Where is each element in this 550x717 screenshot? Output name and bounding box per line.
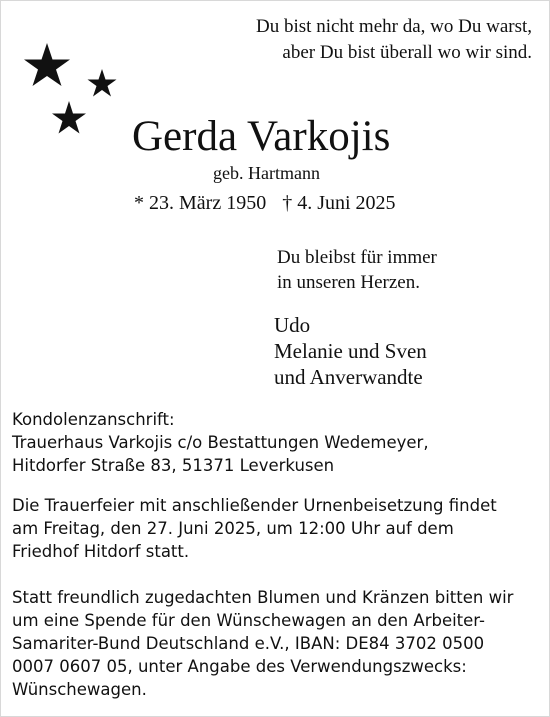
death-date: † 4. Juni 2025 (282, 192, 396, 214)
remembrance-line: in unseren Herzen. (277, 272, 420, 293)
condolence-line: Hitdorfer Straße 83, 51371 Leverkusen (12, 456, 335, 475)
donation-line: Samariter-Bund Deutschland e.V., IBAN: DE84 3702 0500 (12, 634, 485, 653)
quote-line: aber Du bist überall wo wir sind. (282, 42, 532, 63)
donation-line: 0007 0607 05, unter Angabe des Verwendungszwecks: (12, 657, 467, 676)
quote-line: Du bist nicht mehr da, wo Du warst, (256, 16, 532, 37)
star-icon (88, 69, 117, 97)
donation-request (12, 586, 542, 701)
remembrance-text (277, 245, 437, 295)
condolence-address (12, 408, 542, 477)
funeral-line: am Freitag, den 27. Juni 2025, um 12:00 Uhr auf dem (12, 519, 454, 538)
remembrance-line: Du bleibst für immer (277, 247, 437, 268)
family-line: Melanie und Sven (274, 339, 427, 363)
funeral-info (12, 494, 542, 563)
donation-line: um eine Spende für den Wünschewagen an den Arbeiter- (12, 611, 485, 630)
deceased-name: Gerda Varkojis (132, 113, 391, 160)
family-line: und Anverwandte (274, 365, 423, 389)
life-dates (134, 190, 396, 216)
family-line: Udo (274, 313, 311, 337)
family-signatures (274, 312, 427, 390)
memorial-quote (256, 14, 532, 66)
stars-decoration (16, 38, 126, 138)
donation-line: Statt freundlich zugedachten Blumen und Kränzen bitten wir (12, 588, 514, 607)
condolence-line: Kondolenzanschrift: (12, 410, 175, 429)
funeral-line: Friedhof Hitdorf statt. (12, 542, 190, 561)
donation-line: Wünschewagen. (12, 680, 147, 699)
star-icon (52, 101, 86, 134)
birth-name: geb. Hartmann (213, 163, 320, 183)
funeral-line: Die Trauerfeier mit anschließender Urnenbeisetzung findet (12, 496, 497, 515)
birth-date: * 23. März 1950 (134, 192, 267, 214)
condolence-line: Trauerhaus Varkojis c/o Bestattungen Wedemeyer, (12, 433, 429, 452)
star-icon (24, 43, 70, 86)
